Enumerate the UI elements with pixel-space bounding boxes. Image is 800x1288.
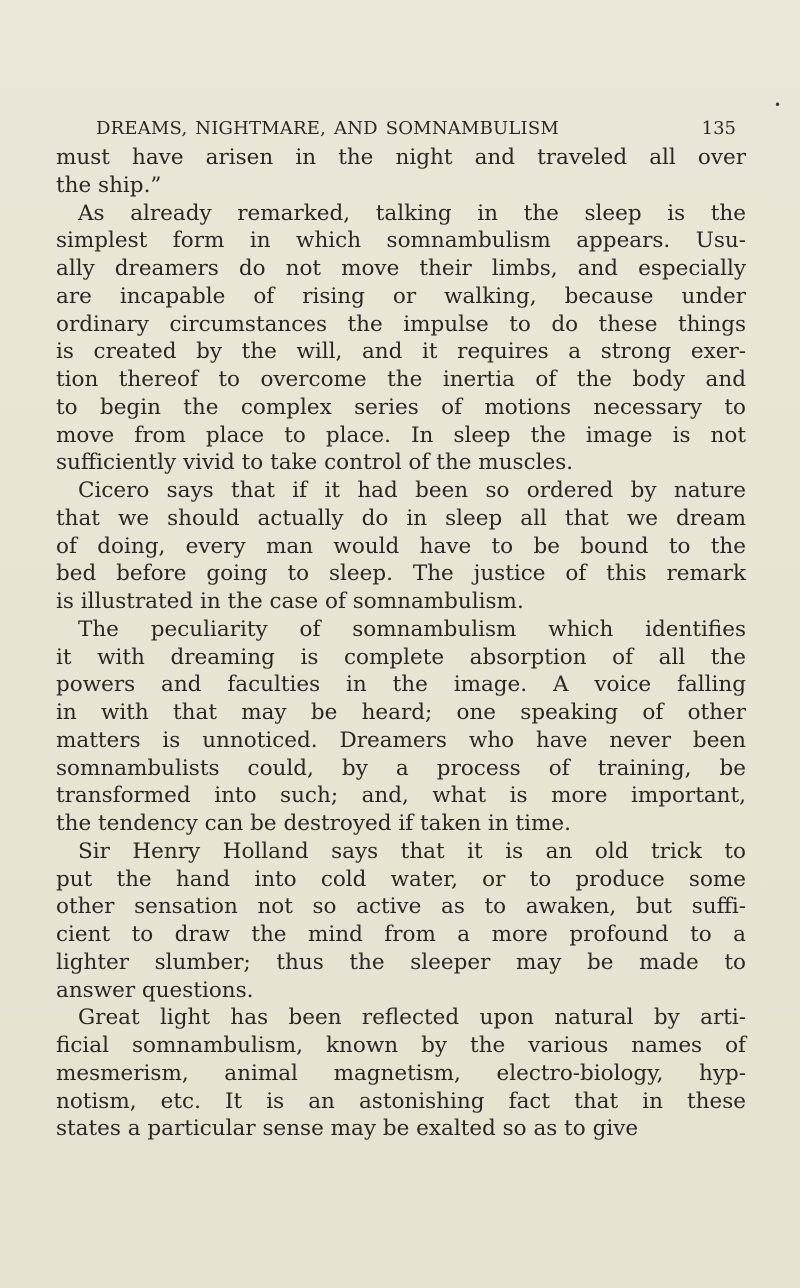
text-line: are incapable of rising or walking, because under: [56, 283, 746, 309]
text-line: lighter slumber; thus the sleeper may be made to: [56, 949, 746, 975]
text-line: move from place to place. In sleep the image is not: [56, 422, 746, 448]
text-line: the tendency can be destroyed if taken in time.: [56, 811, 571, 836]
text-line: transformed into such; and, what is more important,: [56, 783, 746, 809]
text-line: of doing, every man would have to be bound to the: [56, 533, 746, 559]
text-line: other sensation not so active as to awaken, but suffi-: [56, 894, 746, 920]
paragraph: [56, 144, 746, 200]
running-title: DREAMS, NIGHTMARE, AND SOMNAMBULISM: [96, 118, 560, 139]
text-line: ficial somnambulism, known by the various names of: [56, 1033, 746, 1058]
text-line: ordinary circumstances the impulse to do these things: [56, 311, 746, 337]
text-line: notism, etc. It is an astonishing fact that in these: [56, 1088, 746, 1114]
text-line: must have arisen in the night and traveled all over: [56, 145, 746, 170]
text-line: answer questions.: [56, 977, 254, 1003]
text-line: bed before going to sleep. The justice of this remark: [56, 561, 746, 587]
text-line: tion thereof to overcome the inertia of the body and: [56, 367, 746, 392]
text-line: Great light has been reflected upon natural by arti-: [78, 1005, 746, 1031]
text-line: Cicero says that if it had been so ordered by nature: [78, 478, 746, 503]
text-line: As already remarked, talking in the sleep is the: [78, 200, 746, 226]
paragraph: [56, 838, 746, 1005]
text-line: ally dreamers do not move their limbs, and especially: [56, 256, 746, 281]
text-line: is illustrated in the case of somnambulism.: [56, 589, 524, 614]
text-line: sufficiently vivid to take control of the muscles.: [56, 450, 574, 476]
page-number: 135: [701, 118, 736, 139]
text-line: matters is unnoticed. Dreamers who have never been: [56, 727, 746, 753]
text-line: to begin the complex series of motions necessary to: [56, 394, 746, 420]
text-line: in with that may be heard; one speaking of other: [56, 700, 746, 725]
text-line: somnambulists could, by a process of training, be: [56, 755, 746, 781]
text-line: The peculiarity of somnambulism which identifies: [78, 616, 746, 642]
paragraph: [56, 200, 746, 478]
text-line: Sir Henry Holland says that it is an old trick to: [78, 838, 746, 864]
text-line: cient to draw the mind from a more profound to a: [56, 922, 746, 947]
text-line: put the hand into cold water, or to produce some: [56, 866, 746, 892]
paragraph: [56, 1004, 746, 1143]
paragraph: [56, 616, 746, 838]
body-text: [56, 144, 746, 1143]
text-line: that we should actually do in sleep all that we dream: [56, 505, 746, 531]
text-line: is created by the will, and it requires a strong exer-: [56, 339, 746, 365]
margin-mark: •: [774, 98, 782, 112]
text-line: states a particular sense may be exalted so as to give: [56, 1116, 639, 1142]
text-line: simplest form in which somnambulism appears. Usu-: [56, 228, 746, 254]
paragraph: [56, 477, 746, 616]
text-line: mesmerism, animal magnetism, electro-biology, hyp-: [56, 1060, 746, 1086]
text-line: it with dreaming is complete absorption of all the: [56, 644, 746, 670]
text-line: the ship.”: [56, 172, 162, 198]
text-line: powers and faculties in the image. A voice falling: [56, 672, 746, 698]
